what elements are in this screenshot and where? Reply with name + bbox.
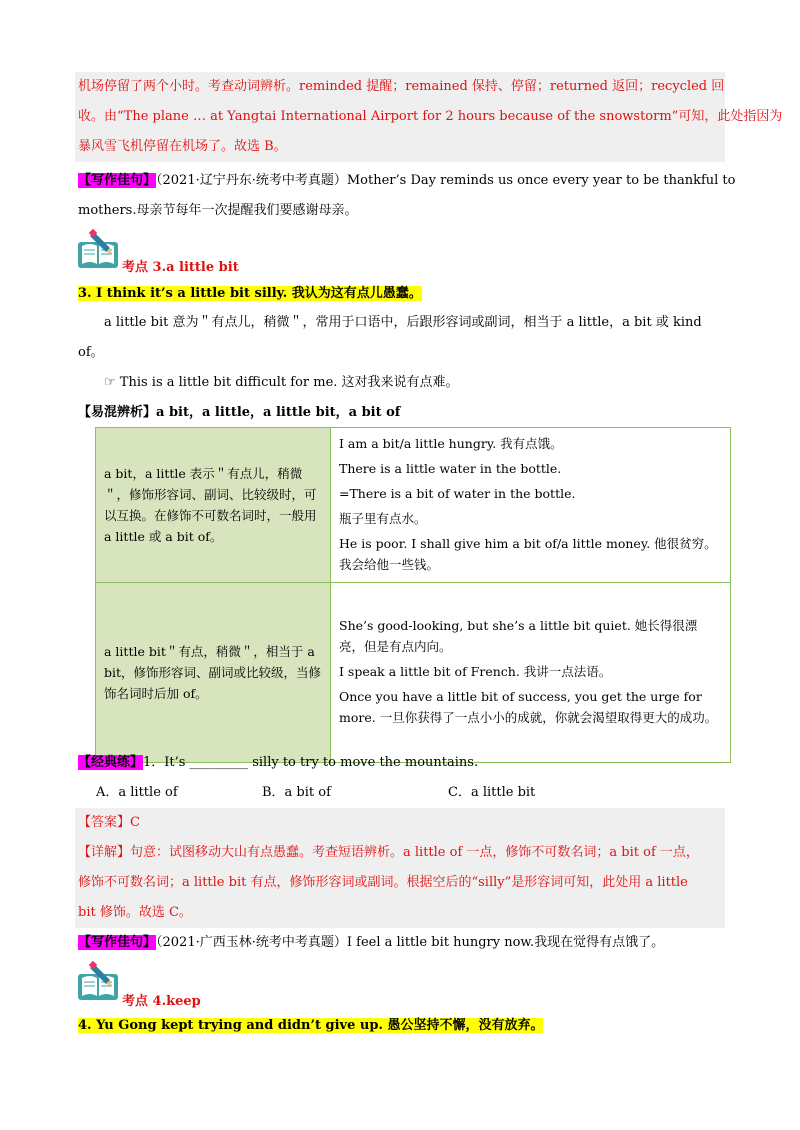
writing-text-cont: mothers.母亲节每年一次提醒我们要感谢母亲。 (78, 203, 358, 218)
answer-line: 暴风雪飞机停留在机场了。故选 B。 (78, 139, 287, 154)
table-row (96, 428, 731, 583)
option-c: C．a little bit (448, 785, 536, 800)
book-pencil-icon (76, 960, 120, 1004)
detail-line: 【详解】句意：试图移动大山有点愚蠢。考查短语辨析。a little of 一点，修饰不可数名词；a bit of 一点， (78, 845, 699, 860)
answer-line: 收。由“The plane … at Yangtai International Airport for 2 hours because of the snowstorm”可知，此处指因为 (78, 109, 783, 124)
option-a: A．a little of (96, 785, 178, 800)
writing-tag: 【写作佳句】 (78, 173, 157, 188)
explanation-cont: of。 (78, 345, 104, 360)
book-pencil-icon (76, 228, 120, 272)
writing-sentence (78, 168, 735, 194)
answer-line: 机场停留了两个小时。考查动词辨析。reminded 提醒；remained 保持、停留；returned 返回；recycled 回 (78, 79, 725, 94)
point3-title: 考点 3.a little bit (122, 260, 239, 275)
table-row (96, 583, 731, 763)
confuse-heading: 【易混辨析】a bit，a little，a little bit，a bit of (78, 405, 401, 420)
table-cell: I am a bit/a little hungry. 我有点饿。 There is a little water in the bottle. =There is a bit of water in the bottle. 瓶子里有点水。 He is poor. I shall give him a bit of/a little money. 他很贫穷。我会给他一些钱。 (331, 428, 731, 583)
exercise-question: 【经典练】1．It’s _________ silly to try to move the mountains. (78, 755, 479, 770)
detail-line: 修饰不可数名词；a little bit 有点，修饰形容词或副词。根据空后的“silly”是形容词可知，此处用 a little (78, 875, 688, 890)
comparison-table (95, 427, 731, 763)
key-sentence: 4. Yu Gong kept trying and didn’t give up. 愚公坚持不懈，没有放弃。 (78, 1018, 544, 1033)
writing-sentence: 【写作佳句】（2021·广西玉林·统考中考真题）I feel a little bit hungry now.我现在觉得有点饿了。 (78, 935, 665, 950)
table-cell: a little bit＂有点，稍微＂，相当于 a bit，修饰形容词、副词或比较级，当修饰名词时后加 of。 (96, 583, 331, 763)
detail-line: bit 修饰。故选 C。 (78, 905, 192, 920)
explanation: a little bit 意为＂有点儿，稍微＂，常用于口语中，后跟形容词或副词，相当于 a little，a bit 或 kind (104, 315, 702, 330)
answer-label: 【答案】C (78, 815, 140, 830)
option-b: B．a bit of (262, 785, 331, 800)
key-sentence: 3. I think it’s a little bit silly. 我认为这有点儿愚蠢。 (78, 286, 422, 301)
table-cell: She’s good-looking, but she’s a little bit quiet. 她长得很漂亮，但是有点内向。 I speak a little bit of French. 我讲一点法语。 Once you have a little bit of success, you get the urge for more. 一旦你获得了一点小小的成就，你就会渴望取得更大的成功。 (331, 583, 731, 763)
point4-title: 考点 4.keep (122, 994, 201, 1009)
writing-tag: 【写作佳句】 (78, 935, 157, 950)
writing-text: （2021·辽宁丹东·统考中考真题）Mother’s Day reminds us once every year to be thankful to (156, 173, 736, 188)
exercise-tag: 【经典练】 (78, 755, 144, 770)
table-cell: a bit，a little 表示＂有点儿，稍微＂，修饰形容词、副词、比较级时，可以互换。在修饰不可数名词时，一般用 a little 或 a bit of。 (96, 428, 331, 583)
example-sentence: ☞ This is a little bit difficult for me. 这对我来说有点难。 (104, 375, 459, 390)
